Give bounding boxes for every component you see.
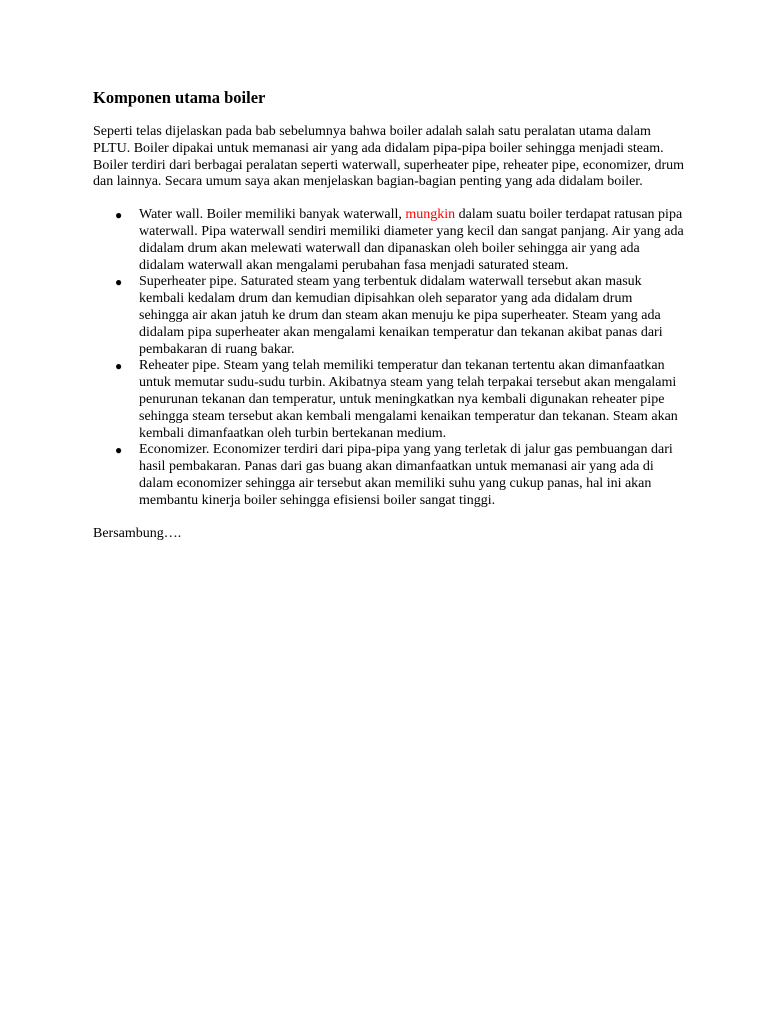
intro-paragraph: Seperti telas dijelaskan pada bab sebelumnya bahwa boiler adalah salah satu peralatan utama dalam PLTU. Boiler dipakai untuk memanasi air yang ada didalam pipa-pipa boiler sehingga menjadi steam. Boiler terdiri dari berbagai peralatan seperti waterwall, superheater pipe, reheater pipe, economizer, drum dan lainnya. Secara umum saya akan menjelaskan bagian-bagian penting yang ada didalam boiler. [93,124,685,190]
bullet-icon: ● [115,359,123,374]
list-item-text: Economizer. Economizer terdiri dari pipa-pipa yang yang terletak di jalur gas pembuangan dari hasil pembakaran. Panas dari gas buang akan dimanfaatkan untuk memanasi air yang ada di dalam economizer sehingga air tersebut akan memiliki suhu yang cukup panas, hal ini akan membantu kinerja boiler sehingga efisiensi boiler sangat tinggi. [139,442,673,508]
list-item-text: dalam suatu boiler terdapat ratusan pipa waterwall. Pipa waterwall sendiri memiliki diameter yang kecil dan sangat panjang. Air yang ada didalam drum akan melewati waterwall dan dipanaskan oleh boiler sehingga air yang ada didalam waterwall akan mengalami perubahan fasa menjadi saturated steam. [139,207,684,273]
highlighted-word: mungkin [405,207,456,223]
bullet-icon: ● [115,275,123,290]
document-page [93,88,685,542]
document-title: Komponen utama boiler [93,88,266,107]
list-item-superheater-pipe [93,274,685,358]
closing-text: Bersambung…. [93,525,182,541]
list-item-text: Superheater pipe. Saturated steam yang terbentuk didalam waterwall tersebut akan masuk kembali kedalam drum dan kemudian dipisahkan oleh separator yang ada didalam drum sehingga air akan jatuh ke drum dan steam akan menuju ke pipa superheater. Steam yang ada didalam pipa superheater akan mengalami kenaikan temperatur dan tekanan akibat panas dari pembakaran di ruang bakar. [139,274,663,357]
bullet-icon: ● [115,443,123,458]
list-item-reheater-pipe [93,358,685,442]
list-item-text: Water wall. Boiler memiliki banyak waterwall, [139,207,406,223]
list-item-text: Reheater pipe. Steam yang telah memiliki temperatur dan tekanan tertentu akan dimanfaatkan untuk memutar sudu-sudu turbin. Akibatnya steam yang telah terpakai tersebut akan mengalami penurunan tekanan dan temperatur, untuk meningkatkan nya kembali digunakan reheater pipe sehingga steam tersebut akan kembali mengalami kenaikan temperatur dan tekanan. Steam akan kembali dimanfaatkan oleh turbin bertekanan medium. [139,358,678,441]
list-item-economizer [93,442,685,509]
list-item-water-wall [93,207,685,274]
bullet-icon: ● [115,208,123,223]
bullet-list [93,207,685,509]
